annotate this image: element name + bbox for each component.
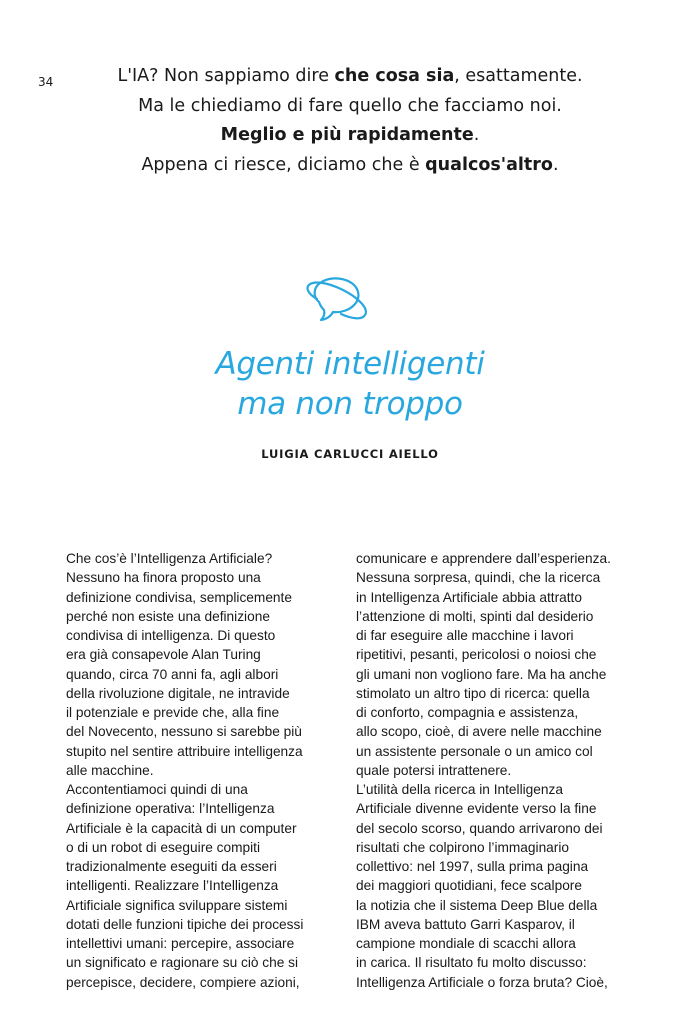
quote-line-4 [0,151,700,181]
body-column-left [66,549,331,992]
body-column-right [356,549,621,992]
quote-line-1-end: , esattamente. [454,66,583,86]
body-text-line: era già consapevole Alan Turing [66,647,261,663]
body-text-line: alle macchine. [66,762,154,778]
body-text-line: quando, circa 70 anni fa, agli albori [66,666,279,682]
body-text-line: in carica. Il risultato fu molto discusso: [356,955,587,971]
body-text-line: in Intelligenza Artificiale abbia attratto [356,589,582,605]
body-text-line: il potenziale e previde che, alla fine [66,705,280,720]
title-line-2: ma non troppo [237,386,463,422]
body-text-line: L’utilità della ricerca in Intelligenza [356,782,563,797]
body-text-line: Che cos’è l’Intelligenza Artificiale? [66,551,273,566]
body-text-line: quale potersi intrattenere. [356,762,512,778]
body-text-line: Artificiale significa sviluppare sistemi [66,897,288,913]
quote-line-3-end: . [473,125,480,145]
body-text-line: campione mondiale di scacchi allora [356,936,576,951]
body-text-line: intelligenti. Realizzare l’Intelligenza [66,878,279,894]
body-text-line: dotati delle funzioni tipiche dei processi [66,916,304,932]
body-text-line: un assistente personale o un amico col [356,743,593,759]
body-text-line: gli umani non vogliono fare. Ma ha anche [356,666,607,682]
body-text-line: stupito nel sentire attribuire intelligenza [66,743,303,759]
body-text-line: la notizia che il sistema Deep Blue della [356,897,598,913]
body-text-line: allo scopo, cioè, di avere nelle macchine [356,724,602,740]
body-text-line: percepisce, decidere, compiere azioni, [66,974,300,990]
body-text-line: collettivo: nel 1997, sulla prima pagina [356,859,589,874]
body-text-line: Nessuna sorpresa, quindi, che la ricerca [356,570,601,586]
body-text-line: Intelligenza Artificiale o forza bruta? Cioè, [356,974,608,990]
epigraph-quote [0,62,700,180]
quote-line-3-bold: Meglio e più rapidamente [220,125,474,145]
quote-line-1-start: L'IA? Non sappiamo dire [117,66,335,86]
body-text-line: tradizionalmente eseguiti da esseri [66,859,277,874]
body-text-line: o di un robot di eseguire compiti [66,839,261,855]
author-name: LUIGIA CARLUCCI AIELLO [261,447,439,461]
body-text-line: comunicare e apprendere dall’esperienza. [356,551,611,566]
quote-line-4-bold: qualcos'altro [425,154,553,175]
body-text-line: di far eseguire alle macchine i lavori [356,628,574,643]
quote-line-4-end: . [552,154,559,175]
body-text-line: ripetitivi, pesanti, pericolosi o noiosi che [356,647,597,663]
body-text-line: l’attenzione di molti, spinti dal desiderio [356,608,594,624]
quote-line-3 [0,121,700,151]
page-number: 34 [38,75,54,89]
body-text-line: IBM aveva battuto Garri Kasparov, il [356,916,575,932]
body-text-line: perché non esiste una definizione [66,608,270,624]
body-text-line: Nessuno ha finora proposto una [66,570,261,586]
body-text-line: condivisa di intelligenza. Di questo [66,628,276,643]
quote-line-1-bold: che cosa sia [334,66,455,86]
body-text-line: definizione condivisa, semplicemente [66,589,292,605]
article-title [0,344,700,424]
title-line-1: Agenti intelligenti [215,346,485,382]
quote-line-4-start: Appena ci riesce, diciamo che è [141,154,426,175]
body-text-line: Accontentiamoci quindi di una [66,782,248,797]
orbit-speech-bubble-icon [305,272,371,324]
body-text-line: del Novecento, nessuno si sarebbe più [66,724,302,740]
body-text-line: stimolato un altro tipo di ricerca: quella [356,685,590,701]
body-text-line: dei maggiori quotidiani, fece scalpore [356,878,582,894]
body-text-line: Artificiale è la capacità di un computer [66,820,297,836]
body-text-line: del secolo scorso, quando arrivarono dei [356,820,603,836]
body-text-line: della rivoluzione digitale, ne intravide [66,685,290,701]
body-text-line: di conforto, compagnia e assistenza, [356,705,579,720]
quote-line-1 [0,62,700,92]
body-text-line: Artificiale divenne evidente verso la fine [356,801,597,817]
body-text-line: risultati che colpirono l’immaginario [356,839,570,855]
quote-line-2: Ma le chiediamo di fare quello che facciamo noi. [138,95,562,116]
body-text-line: definizione operativa: l’Intelligenza [66,801,275,817]
body-text-line: un significato e ragionare su ciò che si [66,955,299,971]
body-text-line: intellettivi umani: percepire, associare [66,936,295,951]
